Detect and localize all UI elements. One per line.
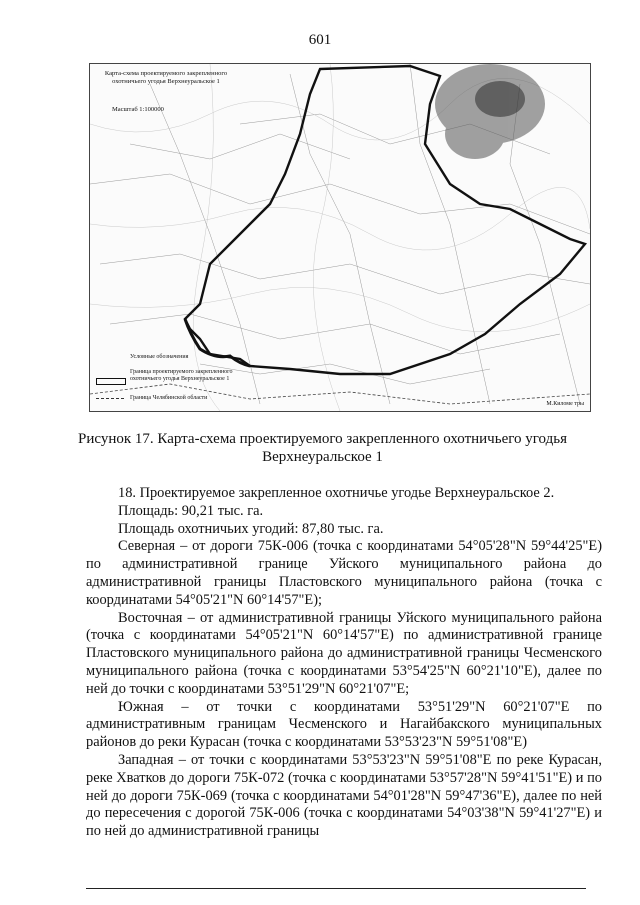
page-number: 601 (308, 32, 332, 48)
paragraph: Северная – от дороги 75К-006 (точка с координатами 54°05'28"N 59°44'25"E) по административной границе Уйского муниципального района до административной границы Пластовского муниципального района (точка с координатами 54°05'21"N 60°14'57"E); (86, 538, 602, 608)
map-image (89, 63, 591, 412)
paragraph: Площадь охотничьих угодий: 87,80 тыс. га. (118, 520, 384, 537)
caption-line-2: Верхнеуральское 1 (262, 449, 383, 465)
paragraph: Восточная – от административной границы Уйского муниципального района (точка с координатами 54°05'21"N 60°14'57"E) по административной границе Пластовского муниципального района до административной границы Чесменского муниципального района (точка с координатами 53°54'25"N 60°21'10"E), далее по ней до точки с координатами 53°51'29"N 60°21'07"E; (86, 609, 602, 697)
figure-caption (40, 430, 605, 466)
caption-line-1: Рисунок 17. Карта-схема проектируемого закрепленного охотничьего угодья (78, 431, 567, 447)
legend-boundary-swatch (96, 378, 126, 385)
page-bottom-rule (86, 888, 586, 889)
body-text (86, 485, 602, 841)
map-scale: Масштаб 1:100000 (112, 106, 164, 113)
map-title: Карта-схема проектируемого закрепленного охотничьего угодья Верхнеуральское 1 (104, 70, 228, 85)
paragraph: 18. Проектируемое закрепленное охотничье угодье Верхнеуральское 2. (118, 485, 555, 501)
paragraph: Западная – от точки с координатами 53°53'23"N 59°51'08"E по реке Курасан, реке Хватков до дороги 75К-072 (точка с координатами 53°57'28"N 59°41'51"E) и по ней до дороги 75К-069 (точка с координатами 54°01'28"N 59°47'36"E), далее по ней до пересечения с дорогой 75К-006 (точка с координатами 54°03'38"N 59°41'27"E) и по ней до административной границы (86, 751, 602, 840)
map-legend (94, 354, 239, 406)
paragraph: Площадь: 90,21 тыс. га. (118, 502, 264, 519)
legend-title: Условные обозначения (130, 354, 189, 360)
legend-boundary-label: Граница проектируемого закрепленного охотничьего угодья Верхнеуральское 1 (130, 369, 233, 382)
legend-region-label: Граница Челябинской области (130, 395, 208, 401)
paragraph: Южная – от точки с координатами 53°51'29"N 60°21'07"E по административным границам Чесменского и Нагайбакского муниципальных районов до реки Курасан (точка с координатами 53°53'23"N 59°51'08"E) (86, 698, 602, 751)
map-scale-bar-label: М.Киломе тры (546, 401, 584, 407)
legend-region-swatch (96, 398, 124, 399)
